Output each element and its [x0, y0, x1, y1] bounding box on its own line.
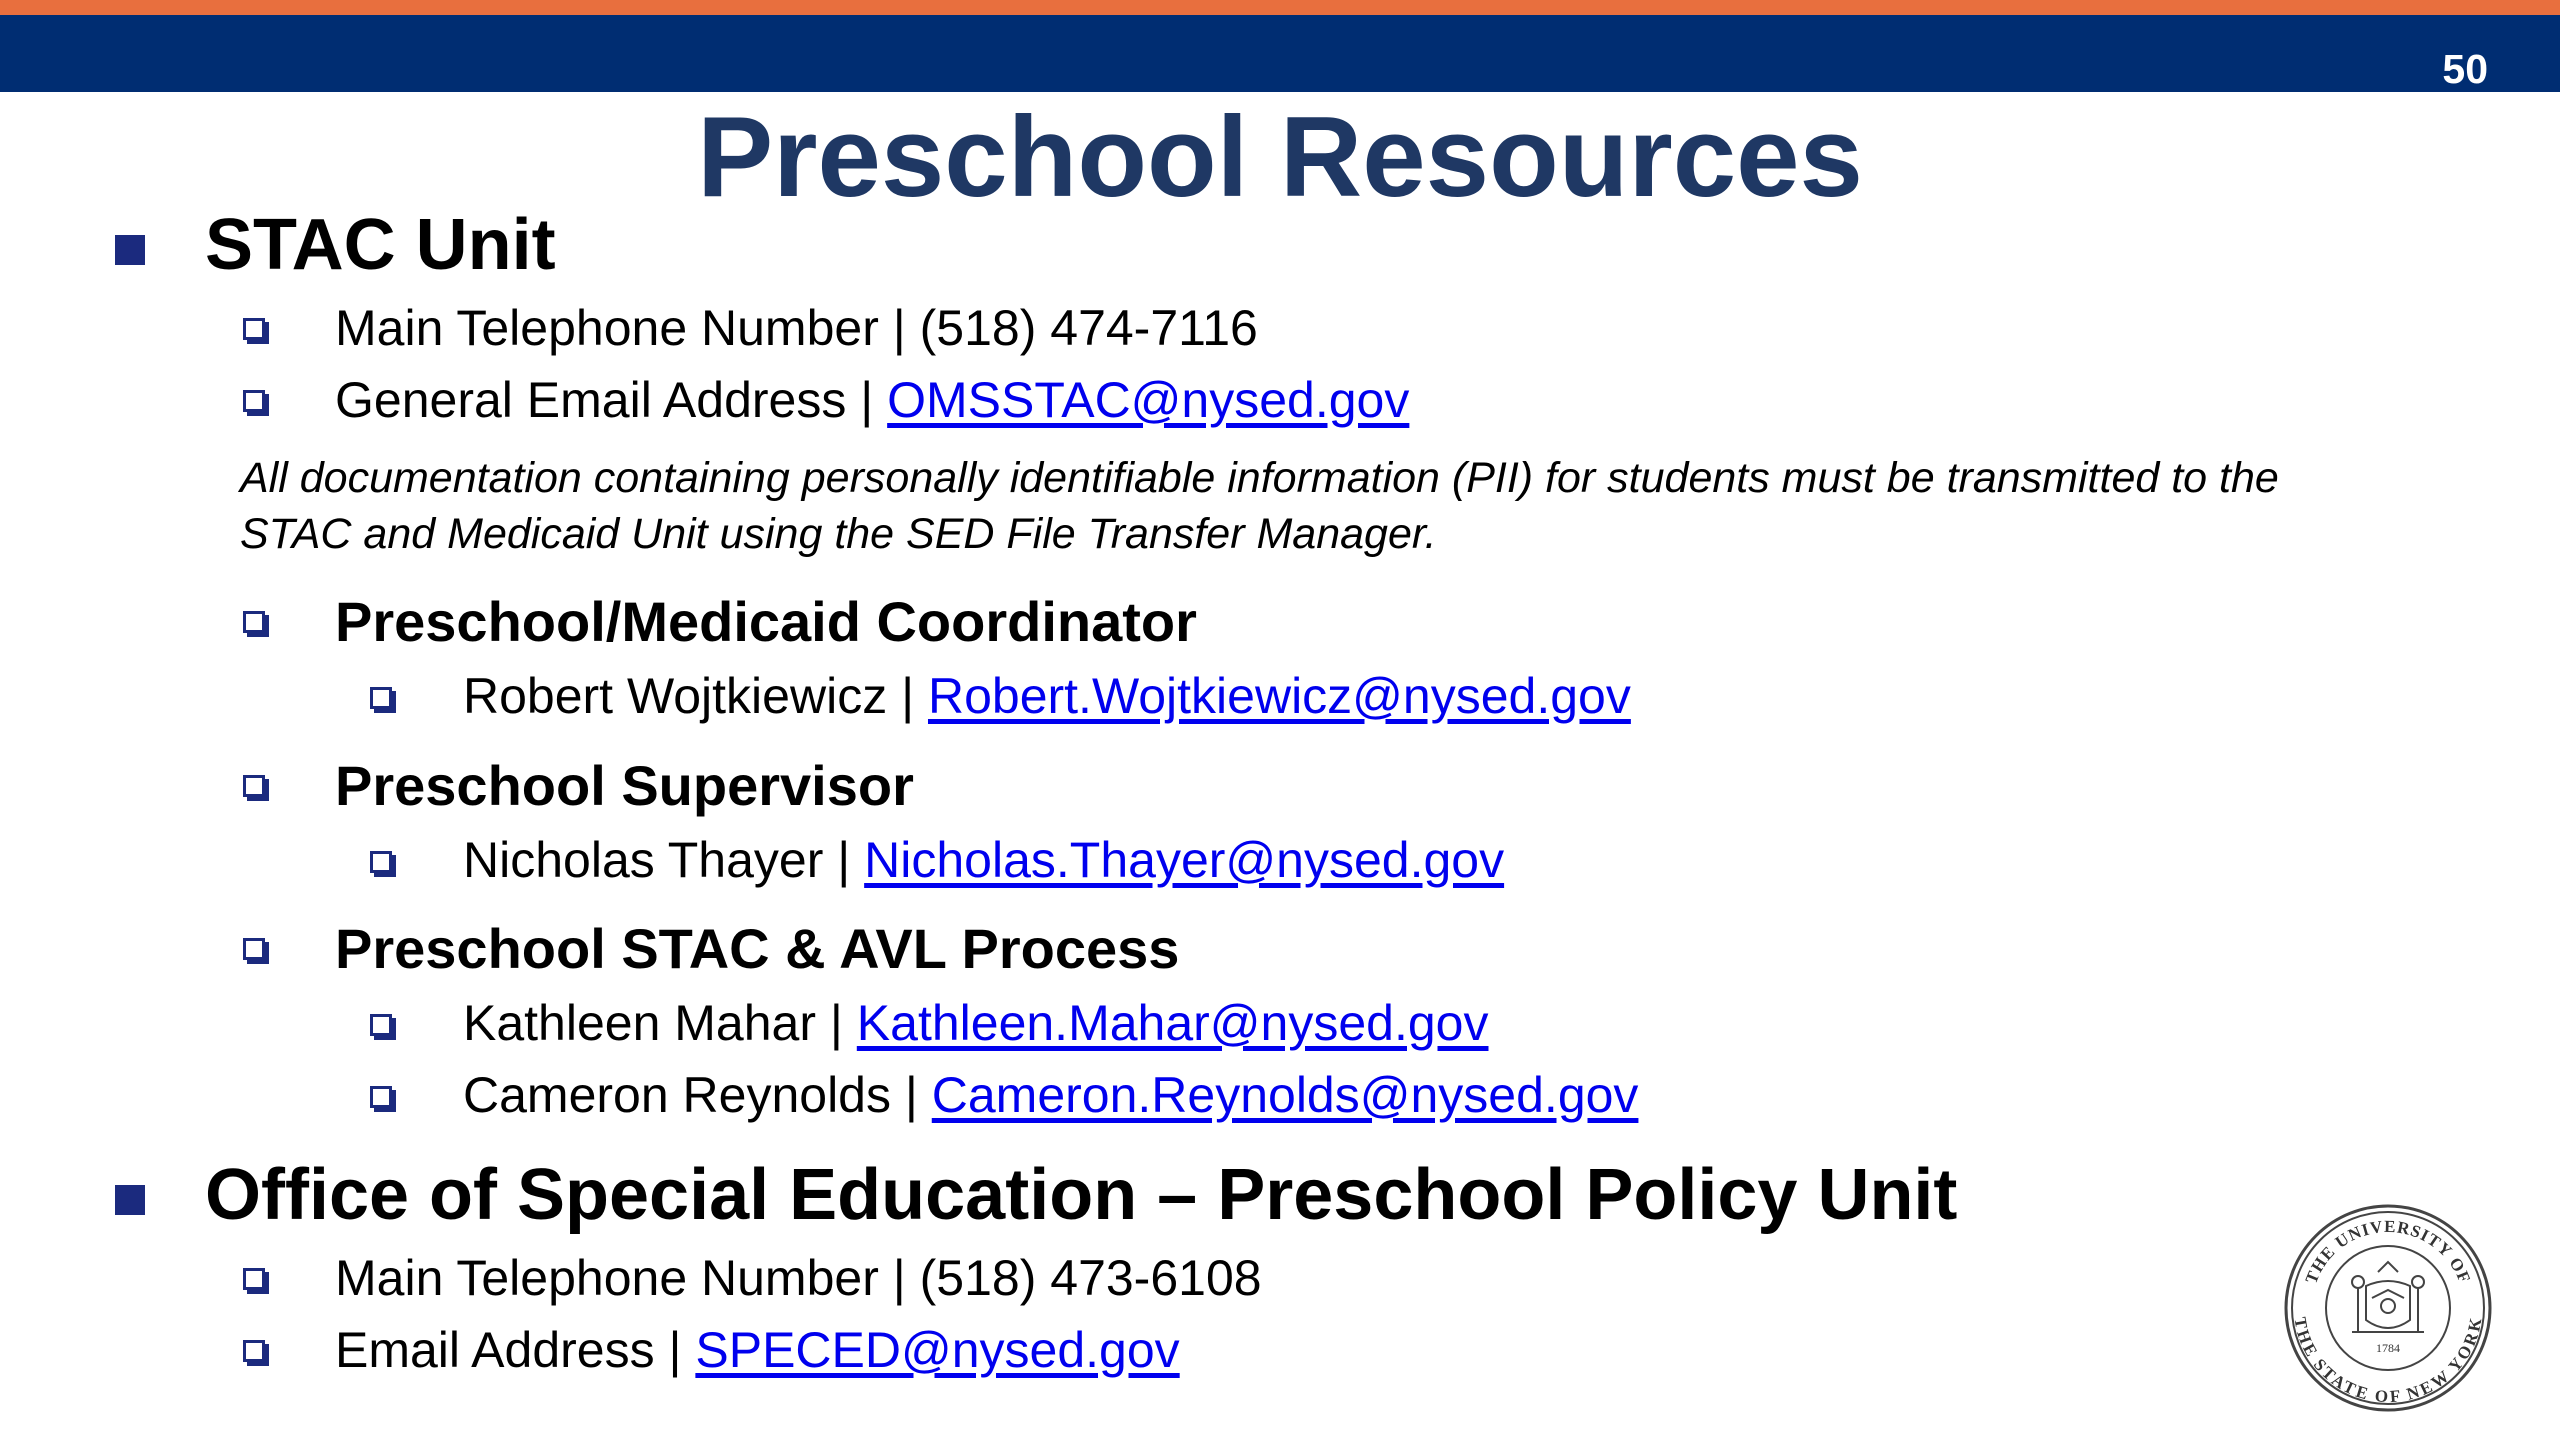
subheading-supervisor: Preschool Supervisor	[335, 753, 914, 817]
contact-name: Kathleen Mahar	[463, 995, 817, 1051]
email-link[interactable]: OMSSTAC@nysed.gov	[887, 372, 1410, 428]
section-heading-stac: STAC Unit	[205, 205, 556, 285]
checkbox-bullet-icon	[370, 687, 392, 709]
email-label: Email Address	[335, 1322, 655, 1378]
separator: |	[816, 995, 857, 1051]
separator: |	[878, 1250, 920, 1306]
square-bullet-icon	[115, 235, 145, 265]
contact-name: Cameron Reynolds	[463, 1067, 891, 1123]
checkbox-bullet-icon	[243, 1340, 265, 1362]
pii-note-line-2: STAC and Medicaid Unit using the SED File Transfer Manager.	[240, 510, 1437, 558]
separator: |	[878, 300, 920, 356]
separator: |	[654, 1322, 696, 1378]
contact-line	[463, 991, 1489, 1055]
email-link[interactable]: Kathleen.Mahar@nysed.gov	[856, 995, 1489, 1051]
contact-line	[463, 828, 1504, 892]
email-link[interactable]: Cameron.Reynolds@nysed.gov	[931, 1067, 1639, 1123]
email-link[interactable]: Nicholas.Thayer@nysed.gov	[864, 832, 1505, 888]
page-number: 50	[2442, 46, 2488, 92]
subheading-coordinator: Preschool/Medicaid Coordinator	[335, 589, 1197, 653]
checkbox-bullet-icon	[370, 1086, 392, 1108]
checkbox-bullet-icon	[370, 1014, 392, 1036]
email-label: General Email Address	[335, 372, 847, 428]
checkbox-bullet-icon	[370, 851, 392, 873]
stac-phone-line	[335, 296, 1258, 360]
square-bullet-icon	[115, 1185, 145, 1215]
ose-phone-line	[335, 1246, 1262, 1310]
email-link[interactable]: Robert.Wojtkiewicz@nysed.gov	[927, 668, 1631, 724]
contact-name: Nicholas Thayer	[463, 832, 824, 888]
seal-year: 1784	[2376, 1341, 2400, 1355]
header-bar	[0, 15, 2560, 92]
contact-line	[463, 664, 1631, 728]
checkbox-bullet-icon	[243, 611, 265, 633]
phone-label: Main Telephone Number	[335, 1250, 879, 1306]
email-link[interactable]: SPECED@nysed.gov	[695, 1322, 1180, 1378]
accent-bar	[0, 0, 2560, 15]
checkbox-bullet-icon	[243, 938, 265, 960]
subheading-process: Preschool STAC & AVL Process	[335, 916, 1180, 980]
separator: |	[846, 372, 888, 428]
page-title: Preschool Resources	[697, 94, 1863, 221]
seal-top-text: THE UNIVERSITY OF	[2301, 1216, 2475, 1287]
checkbox-bullet-icon	[243, 390, 265, 412]
checkbox-bullet-icon	[243, 318, 265, 340]
section-heading-ose: Office of Special Education – Preschool Policy Unit	[205, 1155, 1958, 1235]
university-seal-logo	[2282, 1202, 2494, 1414]
ose-email-line	[335, 1318, 1180, 1382]
seal-bottom-text: THE STATE OF NEW YORK	[2290, 1315, 2486, 1407]
separator: |	[887, 668, 928, 724]
pii-note	[240, 450, 2470, 562]
contact-name: Robert Wojtkiewicz	[463, 668, 888, 724]
contact-line	[463, 1063, 1638, 1127]
checkbox-bullet-icon	[243, 775, 265, 797]
phone-value: (518) 474-7116	[919, 300, 1258, 356]
phone-label: Main Telephone Number	[335, 300, 879, 356]
checkbox-bullet-icon	[243, 1268, 265, 1290]
phone-value: (518) 473-6108	[919, 1250, 1262, 1306]
stac-email-line	[335, 368, 1409, 432]
separator: |	[823, 832, 865, 888]
pii-note-line-1: All documentation containing personally identifiable information (PII) for students must be transmitted to the	[240, 454, 2279, 502]
separator: |	[890, 1067, 932, 1123]
